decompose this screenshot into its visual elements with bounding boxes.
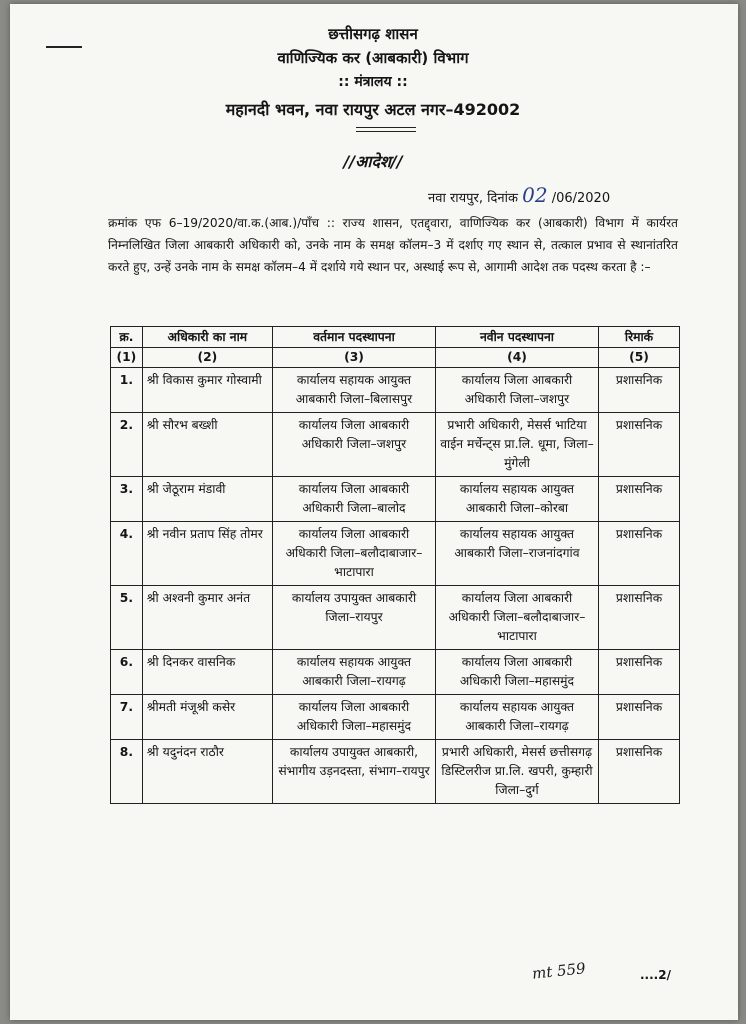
row-new-posting: कार्यालय सहायक आयुक्त आबकारी जिला–राजनांदगांव xyxy=(435,522,598,586)
header-underline xyxy=(356,131,416,132)
order-body-text: क्रमांक एफ 6–19/2020/वा.क.(आब.)/पाँच :: राज्य शासन, एतद्द्वारा, वाणिज्यिक कर (आबकारी) विभाग में कार्यरत निम्नलिखित जिला आबकारी अधिकारी को, उनके नाम के समक्ष कॉलम–3 में दर्शाए गए स्थान से, तत्काल प्रभाव से स्थानांतरित करते हुए, उन्हें उनके नाम के समक्ष कॉलम–4 में दर्शाये गये स्थान पर, अस्थाई रूप से, आगामी आदेश तक पदस्थ करता है :– xyxy=(108,216,678,274)
row-current-posting: कार्यालय उपायुक्त आबकारी जिला–रायपुर xyxy=(272,586,435,650)
date-rest: /06/2020 xyxy=(551,191,611,206)
row-new-posting: कार्यालय जिला आबकारी अधिकारी जिला–जशपुर xyxy=(435,368,598,413)
table-colnum-row xyxy=(111,348,680,368)
row-officer-name: श्री जेठूराम मंडावी xyxy=(142,477,272,522)
row-new-posting: प्रभारी अधिकारी, मेसर्स छत्तीसगढ़ डिस्टिलरीज प्रा.लि. खपरी, कुम्हारी जिला–दुर्ग xyxy=(435,740,598,804)
row-remark: प्रशासनिक xyxy=(598,586,679,650)
row-new-posting: कार्यालय सहायक आयुक्त आबकारी जिला–रायगढ़ xyxy=(435,695,598,740)
col-number: (2) xyxy=(142,348,272,368)
table-row xyxy=(111,740,680,804)
col-header-remark: रिमार्क xyxy=(598,327,679,348)
col-header-sn: क्र. xyxy=(111,327,143,348)
row-sn: 6. xyxy=(111,650,143,695)
row-sn: 5. xyxy=(111,586,143,650)
table-header-row xyxy=(111,327,680,348)
row-remark: प्रशासनिक xyxy=(598,522,679,586)
table-row xyxy=(111,368,680,413)
row-sn: 1. xyxy=(111,368,143,413)
row-remark: प्रशासनिक xyxy=(598,650,679,695)
row-current-posting: कार्यालय जिला आबकारी अधिकारी जिला–महासमुंद xyxy=(272,695,435,740)
table-row xyxy=(111,413,680,477)
row-sn: 3. xyxy=(111,477,143,522)
row-sn: 2. xyxy=(111,413,143,477)
header-line-government: छत्तीसगढ़ शासन xyxy=(328,25,418,43)
row-remark: प्रशासनिक xyxy=(598,413,679,477)
page-continuation-marker: ....2/ xyxy=(640,968,671,982)
col-number: (4) xyxy=(435,348,598,368)
row-new-posting: प्रभारी अधिकारी, मेसर्स भाटिया वाईन मर्चेन्ट्स प्रा.लि. धूमा, जिला–मुंगेली xyxy=(435,413,598,477)
col-header-current: वर्तमान पदस्थापना xyxy=(272,327,435,348)
table-row xyxy=(111,695,680,740)
row-current-posting: कार्यालय उपायुक्त आबकारी, संभागीय उड़नदस्ता, संभाग–रायपुर xyxy=(272,740,435,804)
row-new-posting: कार्यालय जिला आबकारी अधिकारी जिला–बलौदाबाजार–भाटापारा xyxy=(435,586,598,650)
date-day: 02 xyxy=(522,183,548,207)
table-row xyxy=(111,650,680,695)
col-header-name: अधिकारी का नाम xyxy=(142,327,272,348)
row-remark: प्रशासनिक xyxy=(598,740,679,804)
header-line-address: महानदी भवन, नवा रायपुर अटल नगर–492002 xyxy=(225,100,521,119)
row-officer-name: श्री विकास कुमार गोस्वामी xyxy=(142,368,272,413)
row-current-posting: कार्यालय जिला आबकारी अधिकारी जिला–बलौदाबाजार–भाटापारा xyxy=(272,522,435,586)
row-officer-name: श्री यदुनंदन राठौर xyxy=(142,740,272,804)
row-officer-name: श्री नवीन प्रताप सिंह तोमर xyxy=(142,522,272,586)
row-new-posting: कार्यालय सहायक आयुक्त आबकारी जिला–कोरबा xyxy=(435,477,598,522)
table-row xyxy=(111,586,680,650)
row-sn: 7. xyxy=(111,695,143,740)
row-current-posting: कार्यालय सहायक आयुक्त आबकारी जिला–रायगढ़ xyxy=(272,650,435,695)
row-remark: प्रशासनिक xyxy=(598,368,679,413)
col-number: (1) xyxy=(111,348,143,368)
header-line-ministry: :: मंत्रालय :: xyxy=(338,74,408,90)
header-underline xyxy=(356,127,416,128)
table-row xyxy=(111,477,680,522)
table-row xyxy=(111,522,680,586)
row-current-posting: कार्यालय जिला आबकारी अधिकारी जिला–बालोद xyxy=(272,477,435,522)
col-header-new: नवीन पदस्थापना xyxy=(435,327,598,348)
row-officer-name: श्री दिनकर वासनिक xyxy=(142,650,272,695)
row-sn: 8. xyxy=(111,740,143,804)
row-current-posting: कार्यालय जिला आबकारी अधिकारी जिला–जशपुर xyxy=(272,413,435,477)
row-new-posting: कार्यालय जिला आबकारी अधिकारी जिला–महासमुंद xyxy=(435,650,598,695)
row-current-posting: कार्यालय सहायक आयुक्त आबकारी जिला–बिलासपुर xyxy=(272,368,435,413)
row-officer-name: श्री अश्वनी कुमार अनंत xyxy=(142,586,272,650)
transfer-table xyxy=(110,326,680,804)
header-line-department: वाणिज्यिक कर (आबकारी) विभाग xyxy=(277,49,469,67)
date-line xyxy=(428,183,610,207)
handwritten-initials: mt 559 xyxy=(531,959,587,983)
row-officer-name: श्री सौरभ बख्शी xyxy=(142,413,272,477)
row-remark: प्रशासनिक xyxy=(598,477,679,522)
date-prefix: नवा रायपुर, दिनांक xyxy=(428,191,518,206)
row-sn: 4. xyxy=(111,522,143,586)
col-number: (5) xyxy=(598,348,679,368)
col-number: (3) xyxy=(272,348,435,368)
row-remark: प्रशासनिक xyxy=(598,695,679,740)
row-officer-name: श्रीमती मंजूश्री कसेर xyxy=(142,695,272,740)
order-title: //आदेश// xyxy=(343,152,403,171)
